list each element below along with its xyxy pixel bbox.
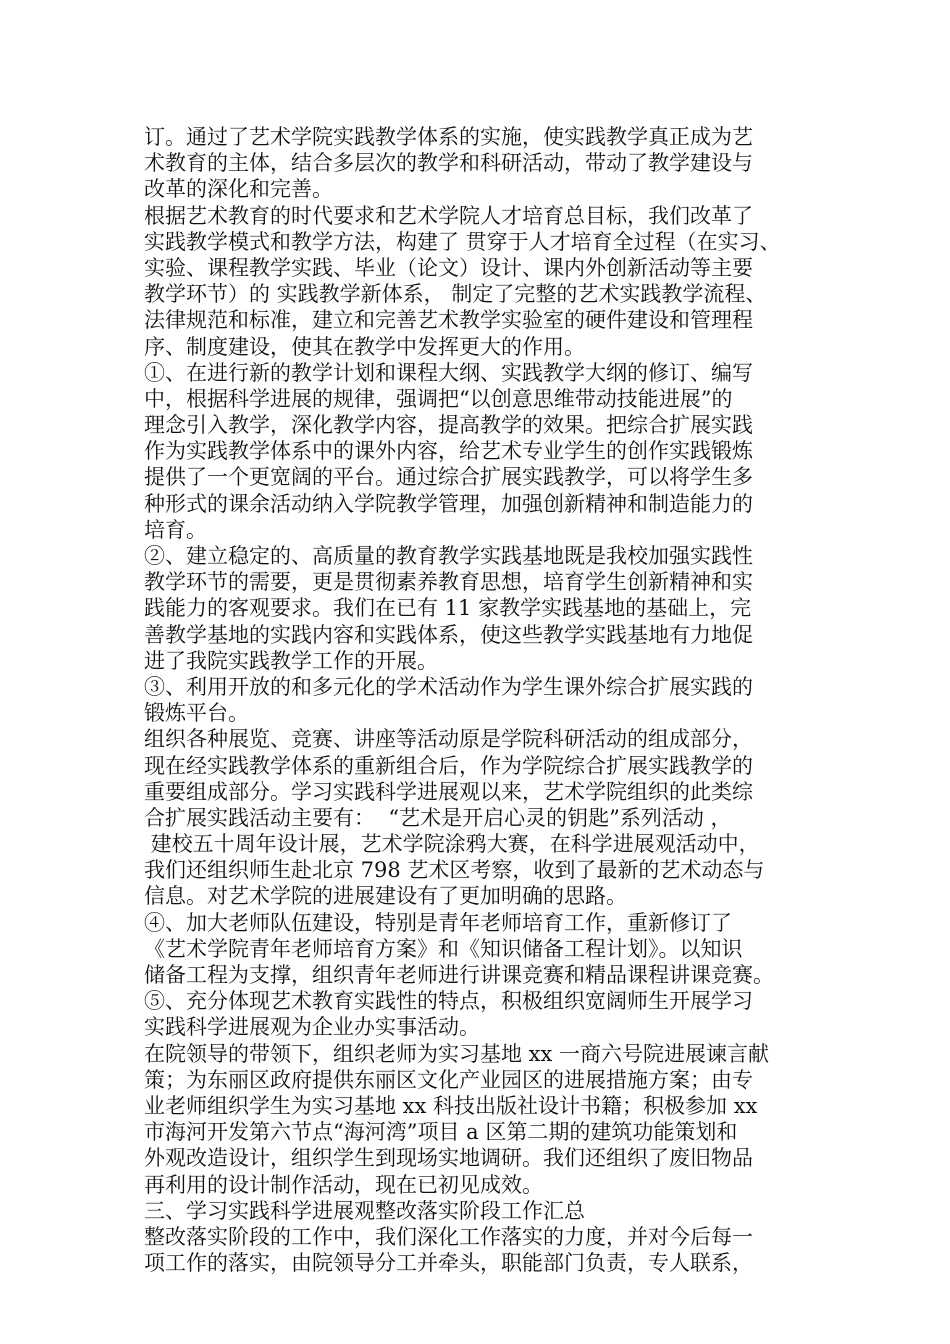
- text-line: 锻炼平台。: [144, 701, 249, 726]
- document-body: [144, 124, 804, 1276]
- text-line: 善教学基地的实践内容和实践体系，使这些教学实践基地有力地促: [144, 622, 753, 647]
- text-line: 我们还组织师生赴北京 798 艺术区考察，收到了最新的艺术动态与: [144, 858, 765, 883]
- text-line: 业老师组织学生为实习基地 xx 科技出版社设计书籍；积极参加 xx: [144, 1093, 758, 1118]
- text-line: 重要组成部分。学习实践科学进展观以来，艺术学院组织的此类综: [144, 779, 753, 804]
- text-line: 作为实践教学体系中的课外内容，给艺术专业学生的创作实践锻炼: [144, 439, 753, 464]
- text-line: 法律规范和标准，建立和完善艺术教学实验室的硬件建设和管理程: [144, 308, 753, 333]
- text-line: 进了我院实践教学工作的开展。: [144, 648, 438, 673]
- text-line: 合扩展实践活动主要有： “艺术是开启心灵的钥匙”系列活动 ，: [144, 805, 732, 830]
- text-line: 《艺术学院青年老师培育方案》和《知识储备工程计划》。以知识: [144, 936, 743, 961]
- text-line: 序、制度建设，使其在教学中发挥更大的作用。: [144, 334, 585, 359]
- text-line: 市海河开发第六节点“海河湾”项目 a 区第二期的建筑功能策划和: [144, 1120, 738, 1145]
- text-line: 教学环节）的 实践教学新体系， 制定了完整的艺术实践教学流程、: [144, 282, 767, 307]
- text-line: 根据艺术教育的时代要求和艺术学院人才培育总目标，我们改革了: [144, 203, 753, 228]
- text-line: 再利用的设计制作活动，现在已初见成效。: [144, 1172, 543, 1197]
- text-line: 教学环节的需要，更是贯彻素养教育思想，培育学生创新精神和实: [144, 570, 753, 595]
- text-line: 外观改造设计，组织学生到现场实地调研。我们还组织了废旧物品: [144, 1146, 753, 1171]
- text-line: 组织各种展览、竞赛、讲座等活动原是学院科研活动的组成部分，: [144, 727, 753, 752]
- text-line: 现在经实践教学体系的重新组合后，作为学院综合扩展实践教学的: [144, 753, 753, 778]
- text-line: 实践科学进展观为企业办实事活动。: [144, 1015, 480, 1040]
- text-line: ①、在进行新的教学计划和课程大纲、实践教学大纲的修订、编写: [144, 360, 753, 385]
- text-line: 实验、课程教学实践、毕业（论文）设计、课内外创新活动等主要: [144, 255, 753, 280]
- text-line: ②、建立稳定的、高质量的教育教学实践基地既是我校加强实践性: [144, 544, 753, 568]
- text-line: 整改落实阶段的工作中，我们深化工作落实的力度，并对今后每一: [144, 1224, 753, 1249]
- text-line: 储备工程为支撑，组织青年老师进行讲课竞赛和精品课程讲课竞赛。: [144, 963, 774, 987]
- text-line: 信息。对艺术学院的进展建设有了更加明确的思路。: [144, 884, 627, 909]
- text-line: ④、加大老师队伍建设，特别是青年老师培育工作，重新修订了: [144, 910, 732, 935]
- text-line: 策；为东丽区政府提供东丽区文化产业园区的进展措施方案；由专: [144, 1067, 753, 1092]
- text-line: 理念引入教学，深化教学内容，提高教学的效果。把综合扩展实践: [144, 413, 753, 438]
- text-line: 践能力的客观要求。我们在已有 11 家教学实践基地的基础上，完: [144, 596, 752, 621]
- text-line: ⑤、充分体现艺术教育实践性的特点，积极组织宽阔师生开展学习: [144, 989, 753, 1014]
- section-heading: 三、学习实践科学进展观整改落实阶段工作汇总: [144, 1198, 585, 1223]
- text-line: 订。通过了艺术学院实践教学体系的实施，使实践教学真正成为艺: [144, 125, 753, 149]
- text-line: 种形式的课余活动纳入学院教学管理，加强创新精神和制造能力的: [144, 491, 753, 516]
- text-line: 在院领导的带领下，组织老师为实习基地 xx 一商六号院进展谏言献: [144, 1041, 770, 1066]
- text-line: 改革的深化和完善。: [144, 177, 333, 202]
- text-line: 培育。: [144, 517, 207, 542]
- text-line: 实践教学模式和教学方法，构建了 贯穿于人才培育全过程（在实习、: [144, 229, 781, 254]
- text-line: 提供了一个更宽阔的平台。通过综合扩展实践教学，可以将学生多: [144, 465, 753, 490]
- text-line: 中，根据科学进展的规律，强调把“以创意思维带动技能进展”的: [144, 386, 733, 411]
- text-line: 项工作的落实，由院领导分工并牵头，职能部门负责，专人联系，: [144, 1251, 753, 1276]
- text-line: ③、利用开放的和多元化的学术活动作为学生课外综合扩展实践的: [144, 674, 753, 699]
- text-line: 建校五十周年设计展，艺术学院涂鸦大赛，在科学进展观活动中，: [144, 832, 760, 857]
- text-line: 术教育的主体，结合多层次的教学和科研活动，带动了教学建设与: [144, 151, 753, 176]
